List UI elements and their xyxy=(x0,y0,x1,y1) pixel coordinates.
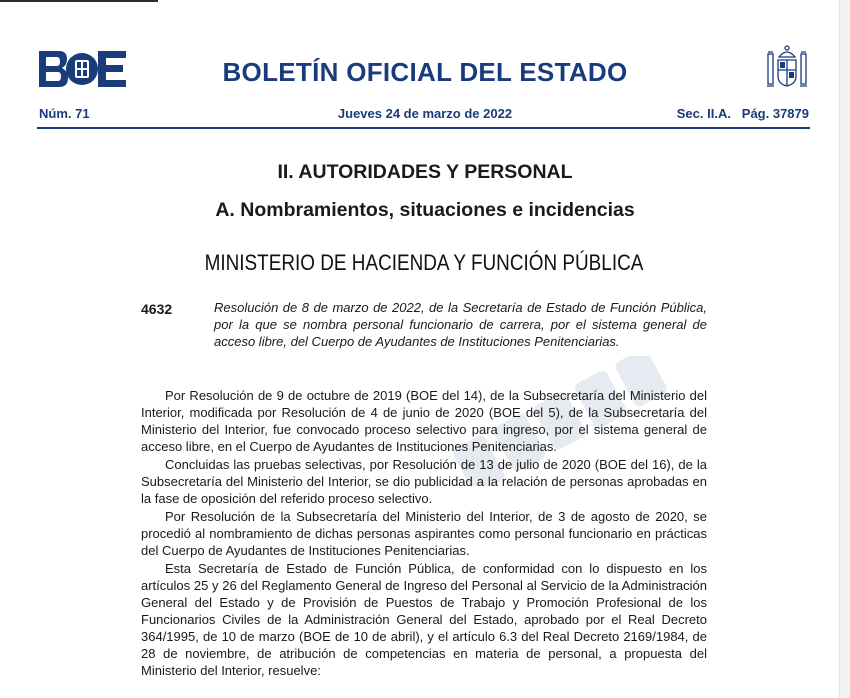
issue-date: Jueves 24 de marzo de 2022 xyxy=(337,106,513,121)
issue-number: Núm. 71 xyxy=(39,106,90,121)
gazette-title: BOLETÍN OFICIAL DEL ESTADO xyxy=(222,57,628,87)
document-summary: Resolución de 8 de marzo de 2022, de la Secretaría de Estado de Función Pública, por la que se nombra personal funcionario de carrera, por el sistema general de acceso libre, del Cuerpo de Ayudantes de Instituciones Penitenciarias. xyxy=(214,300,707,349)
top-border-line xyxy=(0,0,158,2)
section-heading: II. AUTORIDADES Y PERSONAL xyxy=(277,161,573,183)
document-number: 4632 xyxy=(141,301,173,317)
body-paragraph: Por Resolución de la Subsecretaría del Ministerio del Interior, de 3 de agosto de 2020, se procedió al nombramiento de dichas personas aspirantes como personal funcionario en prácticas del Cuerpo de Ayudantes de Instituciones Penitenciarias. xyxy=(141,509,707,558)
ministry-heading: MINISTERIO DE HACIENDA Y FUNCIÓN PÚBLICA xyxy=(204,250,644,275)
body-paragraph: Concluidas las pruebas selectivas, por Resolución de 13 de julio de 2020 (BOE del 16), de la Subsecretaría del Ministerio del Interior, se dio publicidad a la relación de personas aprobadas en la fase de oposición del referido proceso selectivo. xyxy=(141,457,707,506)
document-body xyxy=(141,387,707,679)
header-divider xyxy=(37,127,810,129)
section-subheading: A. Nombramientos, situaciones e incidencias xyxy=(215,199,635,221)
page-scrollbar[interactable] xyxy=(839,0,850,698)
body-paragraph: Esta Secretaría de Estado de Función Pública, de conformidad con lo dispuesto en los artículos 25 y 26 del Reglamento General de Ingreso del Personal al Servicio de la Administración General del Estado y de Provisión de Puestos de Trabajo y Promoción Profesional de los Funcionarios Civiles de la Administración General del Estado, aprobado por el Real Decreto 364/1995, de 10 de marzo (BOE de 10 de abril), y el artículo 6.3 del Real Decreto 2169/1984, de 28 de noviembre, de atribución de competencias en materia de personal, a propuesta del Ministerio del Interior, resuelve: xyxy=(141,561,707,678)
coat-of-arms-icon xyxy=(764,44,810,92)
section-page: Sec. II.A. Pág. 37879 xyxy=(676,106,809,121)
body-paragraph: Por Resolución de 9 de octubre de 2019 (BOE del 14), de la Subsecretaría del Ministerio del Interior, modificada por Resolución de 4 de junio de 2020 (BOE del 5), de la Subsecretaría del Ministerio del Interior, fue convocado proceso selectivo para ingreso, por el sistema general de acceso libre, en el Cuerpo de Ayudantes de Instituciones Penitenciarias. xyxy=(141,388,707,454)
boe-logo xyxy=(39,51,126,87)
